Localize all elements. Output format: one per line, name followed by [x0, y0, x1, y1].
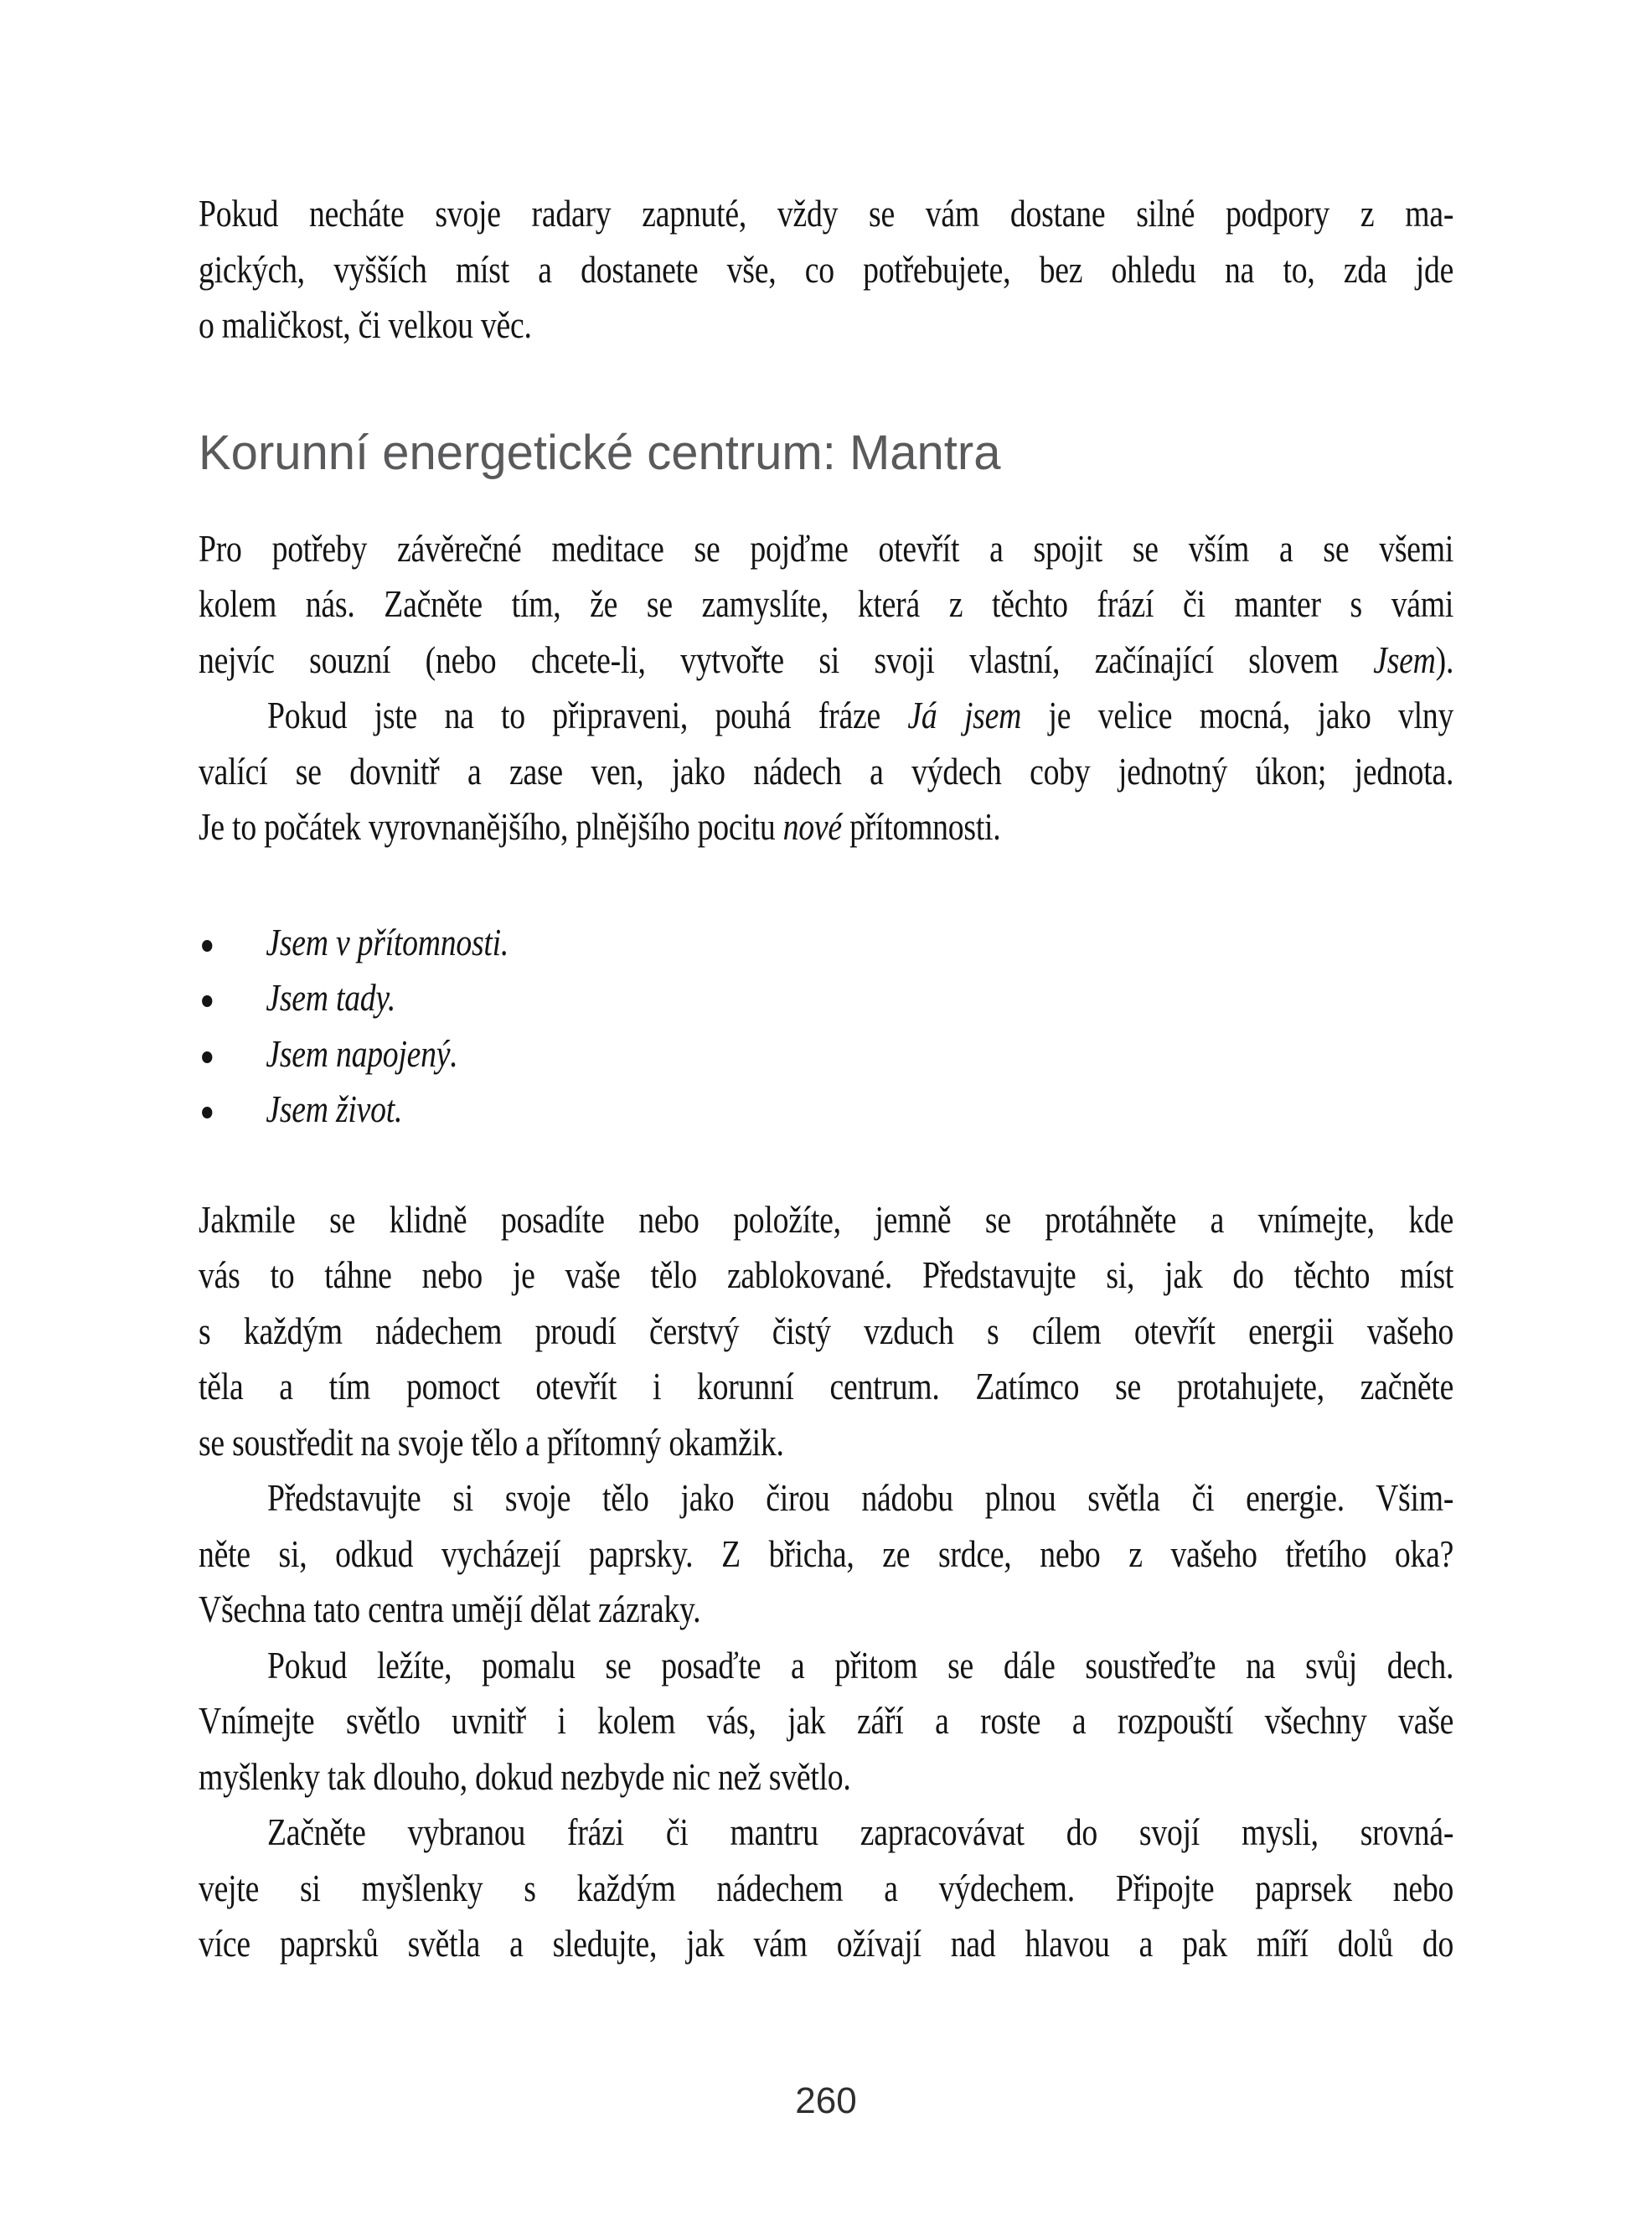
text-line: s každým nádechem proudí čerstvý čistý vzduch s cílem otevřít energii vašeho — [199, 1309, 1454, 1352]
text-line: Je to počátek vyrovnanějšího, plnějšího pocitu nové přítomnosti. — [199, 805, 1001, 848]
paragraph — [199, 1470, 1454, 1638]
text-line: vejte si myšlenky s každým nádechem a výdechem. Připojte paprsek nebo — [199, 1866, 1454, 1909]
list-item — [199, 915, 1453, 971]
paragraph — [199, 1638, 1454, 1805]
text-line: více paprsků světla a sledujte, jak vám ožívají nad hlavou a pak míří dolů do — [199, 1922, 1454, 1965]
list-item — [199, 970, 1453, 1026]
list-item-text: Jsem tady. — [266, 976, 396, 1019]
text-line: Pokud necháte svoje radary zapnuté, vždy se vám dostane silné podpory z ma- — [199, 192, 1454, 235]
list-item-text: Jsem v přítomnosti. — [266, 920, 509, 963]
text-line: Představujte si svoje tělo jako čirou nádobu plnou světla či energie. Všim- — [267, 1476, 1454, 1519]
bullet-icon — [202, 995, 212, 1007]
page-number: 260 — [795, 2080, 857, 2121]
paragraph — [199, 186, 1454, 354]
text-line: kolem nás. Začněte tím, že se zamyslíte, která z těchto frází či manter s vámi — [199, 582, 1454, 625]
text-line: Všechna tato centra umějí dělat zázraky. — [199, 1588, 701, 1630]
text-line: Začněte vybranou frázi či mantru zapracovávat do svojí mysli, srovná- — [267, 1810, 1454, 1853]
text-line: myšlenky tak dlouho, dokud nezbyde nic než světlo. — [199, 1754, 851, 1798]
paragraph — [199, 1805, 1454, 1972]
paragraph — [199, 521, 1454, 689]
text-line: gických, vyšších míst a dostanete vše, co potřebujete, bez ohledu na to, zda jde — [199, 247, 1454, 291]
paragraph — [199, 1192, 1454, 1471]
list-item-text: Jsem život. — [266, 1087, 403, 1130]
text-line: nejvíc souzní (nebo chcete-li, vytvořte si svoji vlastní, začínající slovem Jsem). — [199, 638, 1454, 681]
paragraph — [199, 688, 1454, 855]
text-line: Vnímejte světlo uvnitř i kolem vás, jak září a roste a rozpouští všechny vaše — [199, 1699, 1454, 1742]
text-line: Jakmile se klidně posadíte nebo položíte, jemně se protáhněte a vnímejte, kde — [199, 1197, 1454, 1241]
section-heading: Korunní energetické centrum: Mantra — [199, 425, 1001, 480]
text-line: těla a tím pomoct otevřít i korunní centrum. Zatímco se protahujete, začněte — [199, 1365, 1454, 1407]
bullet-icon — [202, 940, 212, 952]
text-line: valící se dovnitř a zase ven, jako nádech a výdech coby jednotný úkon; jednota. — [199, 749, 1454, 793]
text-line: Pokud jste na to připraveni, pouhá fráze Já jsem je velice mocná, jako vlny — [267, 694, 1454, 736]
text-line: vás to táhne nebo je vaše tělo zablokované. Představujte si, jak do těchto míst — [199, 1253, 1454, 1296]
bullet-icon — [202, 1107, 212, 1118]
text-line: něte si, odkud vycházejí paprsky. Z břicha, ze srdce, nebo z vašeho třetího oka? — [199, 1531, 1454, 1575]
list-item — [199, 1026, 1453, 1082]
list-item — [199, 1082, 1453, 1138]
text-line: Pro potřeby závěrečné meditace se pojďme otevřít a spojit se vším a se všemi — [199, 526, 1454, 570]
text-line: Pokud ležíte, pomalu se posaďte a přitom se dále soustřeďte na svůj dech. — [267, 1643, 1454, 1686]
bullet-icon — [202, 1051, 212, 1063]
bullet-list — [199, 915, 1451, 1138]
text-line: o maličkost, či velkou věc. — [199, 303, 532, 346]
list-item-text: Jsem napojený. — [266, 1031, 458, 1075]
text-line: se soustředit na svoje tělo a přítomný okamžik. — [199, 1420, 784, 1464]
